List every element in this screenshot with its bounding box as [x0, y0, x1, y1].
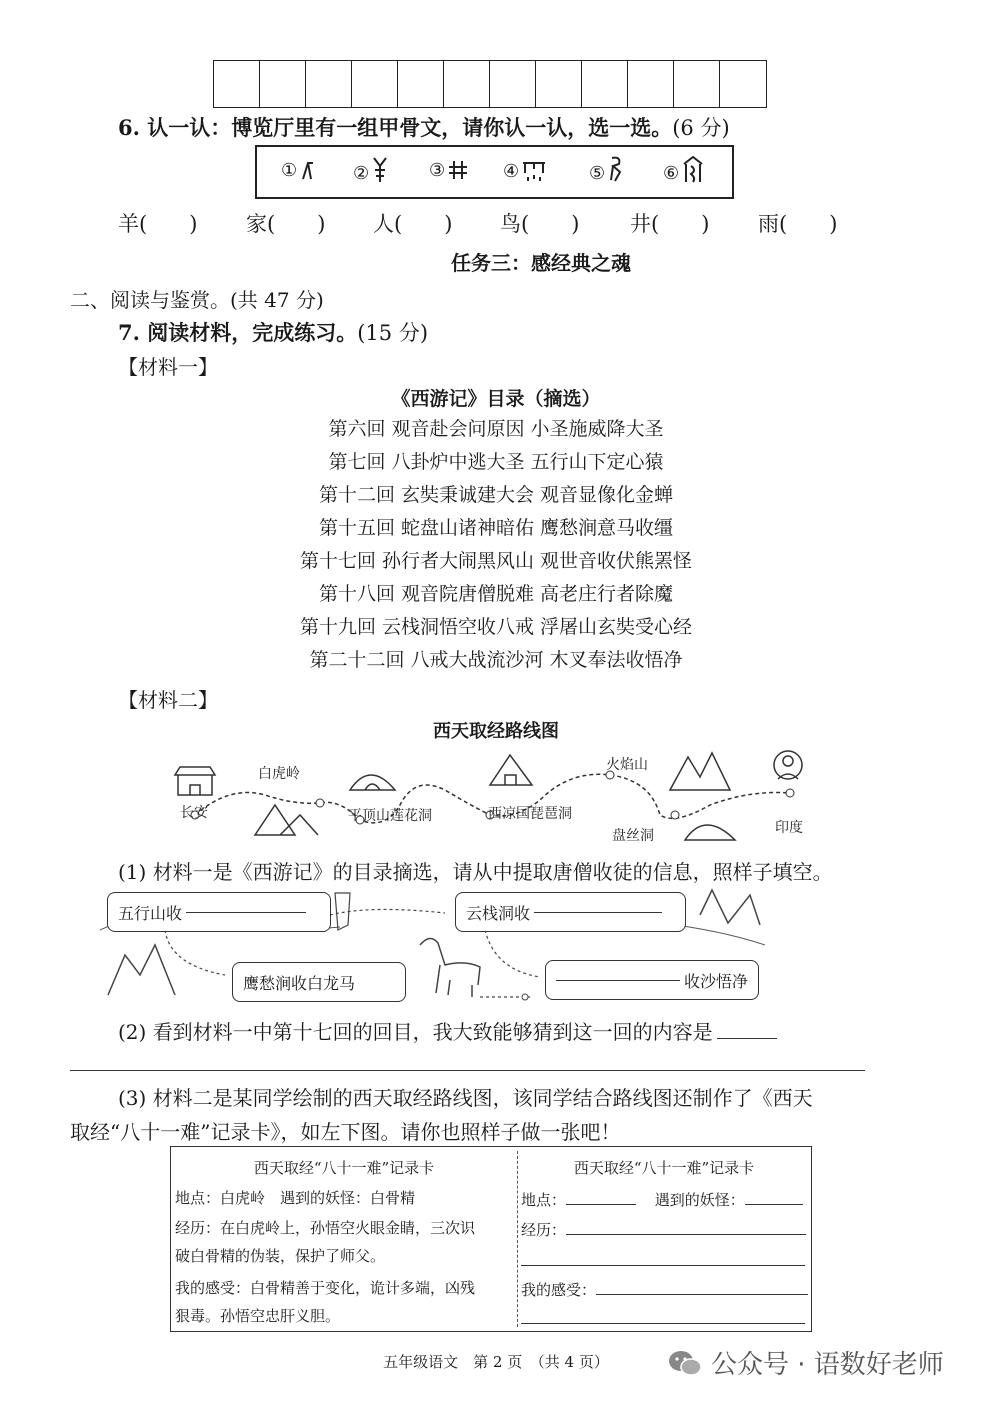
sub-question-2-text: (2) 看到材料一中第十七回的回目，我大致能够猜到这一回的内容是 — [118, 1020, 713, 1044]
material-1-tag: 【材料一】 — [118, 355, 218, 379]
chapter-item: 第十九回 云栈洞悟空收八戒 浮屠山玄奘受心经 — [299, 616, 693, 638]
oracle-glyph-3: ③ — [429, 159, 469, 181]
answer-home[interactable]: 家( ) — [246, 212, 326, 236]
oracle-person-icon — [299, 159, 317, 181]
answer-grid[interactable] — [213, 60, 767, 108]
mountain-icon — [108, 945, 175, 995]
sub-question-3-line-2: 取经“八十一难”记录卡》，如左下图。请你也照样子做一张吧！ — [70, 1120, 621, 1144]
answer-bird[interactable]: 鸟( ) — [500, 212, 580, 236]
chapter-item: 第六回 观音赴会问原因 小圣施威降大圣 — [328, 418, 664, 440]
oracle-rain-icon — [521, 159, 547, 183]
chapter-item: 第十五回 蛇盘山诸神暗佑 鹰愁涧意马收缰 — [318, 517, 674, 539]
wechat-icon — [667, 1348, 703, 1378]
chapter-item: 第十八回 观音院唐僧脱难 高老庄行者除魔 — [318, 583, 674, 605]
sample-card-feeling-2: 狠毒。孙悟空忠肝义胆。 — [175, 1307, 341, 1325]
box-wuxingshan-label: 五行山收 — [118, 903, 183, 923]
oracle-glyph-4: ④ — [503, 159, 547, 183]
blank-card-place-label: 地点： — [521, 1191, 567, 1209]
box-sha-wujing-label: 收沙悟净 — [684, 971, 749, 991]
mountain-icon — [255, 805, 318, 835]
oracle-sheep-icon — [371, 154, 391, 184]
blank-card-experience-label: 经历： — [521, 1221, 567, 1239]
web-cave-icon — [685, 825, 735, 840]
oracle-bird-icon — [607, 154, 625, 184]
material-2-title: 西天取经路线图 — [433, 721, 559, 742]
place-yindu: 印度 — [775, 820, 803, 836]
answer-sheep[interactable]: 羊( ) — [118, 212, 198, 236]
sub-question-3-line-1: (3) 材料二是某同学绘制的西天取经路线图，该同学结合路线图还制作了《西天 — [118, 1086, 813, 1110]
box-yunzhandong-label: 云栈洞收 — [466, 903, 531, 923]
place-pingdingshan: 平顶山莲花洞 — [348, 808, 432, 824]
chapter-item: 第十二回 玄奘秉诚建大会 观音显像化金蝉 — [318, 484, 674, 506]
experience-blank[interactable] — [566, 1234, 806, 1235]
place-pansidong: 盘丝洞 — [612, 828, 654, 844]
blank-card-place-row — [521, 1189, 803, 1210]
page-footer: 五年级语文 第 2 页 （共 4 页） — [383, 1353, 609, 1371]
sub-question-1: (1) 材料一是《西游记》的目录摘选，请从中提取唐僧收徒的信息，照样子填空。 — [118, 860, 833, 884]
record-card-panel — [170, 1146, 812, 1332]
oracle-glyph-5: ⑤ — [589, 153, 625, 184]
question-6 — [118, 112, 730, 142]
monster-blank[interactable] — [745, 1204, 803, 1205]
sub-question-2 — [118, 1016, 777, 1045]
box-wuxingshan[interactable] — [107, 892, 331, 932]
chapter-item: 第十七回 孙行者大闹黑风山 观世音收伏熊罴怪 — [299, 550, 693, 572]
chapter-item: 第七回 八卦炉中逃大圣 五行山下定心猿 — [328, 451, 664, 473]
oracle-well-icon — [447, 159, 469, 181]
oracle-glyph-1: ① — [281, 159, 317, 181]
sample-record-card — [171, 1147, 517, 1331]
oracle-glyph-6: ⑥ — [663, 153, 705, 184]
material-1-title: 《西游记》目录（摘选） — [391, 388, 601, 410]
hut-icon — [490, 755, 532, 785]
material-2-tag: 【材料二】 — [118, 688, 218, 712]
box-yingchoujian — [232, 962, 406, 1002]
blank-line[interactable] — [534, 912, 662, 913]
answer-well[interactable]: 井( ) — [630, 212, 710, 236]
question-7-points: (15 分) — [357, 321, 429, 345]
answer-line[interactable] — [70, 1070, 865, 1071]
box-yunzhandong[interactable] — [455, 892, 686, 932]
watermark — [667, 1344, 944, 1381]
chapter-item: 第二十二回 八戒大战流沙河 木叉奉法收悟净 — [309, 649, 683, 671]
box-yingchoujian-label: 鹰愁涧收白龙马 — [243, 973, 356, 993]
blank-card-feeling-label: 我的感受： — [521, 1281, 597, 1299]
experience-blank-2[interactable] — [521, 1265, 805, 1266]
place-blank[interactable] — [566, 1204, 636, 1205]
blank-line[interactable] — [556, 980, 680, 981]
question-7-label: 7. 阅读材料，完成练习。 — [118, 320, 358, 345]
blank-card-experience-row — [521, 1219, 806, 1240]
feeling-blank[interactable] — [596, 1294, 808, 1295]
sample-card-feeling-1: 我的感受：白骨精善于变化，诡计多端，凶残 — [175, 1279, 476, 1297]
city-gate-icon — [175, 767, 215, 795]
question-7 — [118, 317, 428, 347]
flame-mountain-icon — [670, 753, 730, 790]
oracle-bone-panel — [255, 145, 734, 199]
mountain-icon — [700, 890, 760, 925]
route-map — [160, 745, 840, 850]
blank-line[interactable] — [186, 912, 306, 913]
horse-icon — [420, 938, 480, 997]
oracle-glyph-2: ② — [353, 153, 391, 184]
answer-person[interactable]: 人( ) — [373, 212, 453, 236]
place-xiliangguo: 西凉国琵琶洞 — [488, 806, 572, 822]
oracle-house-icon — [681, 154, 705, 184]
blank-card-monster-label: 遇到的妖怪： — [654, 1191, 745, 1209]
chapter-list — [0, 413, 992, 677]
feeling-blank-2[interactable] — [521, 1323, 805, 1324]
answer-blank[interactable] — [717, 1038, 777, 1039]
watermark-text: 公众号 · 语数好老师 — [711, 1350, 944, 1380]
place-huoyanshan: 火焰山 — [606, 757, 648, 773]
task-3-title: 任务三：感经典之魂 — [451, 251, 631, 275]
sample-card-title: 西天取经“八十一难”记录卡 — [253, 1159, 435, 1177]
section-2-title: 二、阅读与鉴赏。(共 47 分) — [70, 288, 324, 312]
question-6-points: (6 分) — [672, 116, 730, 140]
sample-card-experience-1: 经历：在白虎岭上，孙悟空火眼金睛，三次识 — [175, 1219, 476, 1237]
buddha-icon — [774, 751, 802, 779]
place-baihuling: 白虎岭 — [258, 766, 300, 782]
cave-icon — [350, 775, 395, 790]
blank-card-title: 西天取经“八十一难”记录卡 — [573, 1159, 755, 1177]
place-changan: 长安 — [180, 805, 208, 821]
question-6-label: 6. 认一认：博览厅里有一组甲骨文，请你认一认，选一选。 — [118, 115, 673, 140]
blank-record-card — [517, 1147, 811, 1331]
sample-card-place: 地点：白虎岭 遇到的妖怪：白骨精 — [175, 1189, 416, 1207]
box-sha-wujing[interactable] — [545, 960, 759, 1000]
sample-card-experience-2: 破白骨精的伪装，保护了师父。 — [175, 1247, 386, 1265]
blank-card-feeling-row — [521, 1279, 808, 1300]
answer-rain[interactable]: 雨( ) — [758, 212, 838, 236]
